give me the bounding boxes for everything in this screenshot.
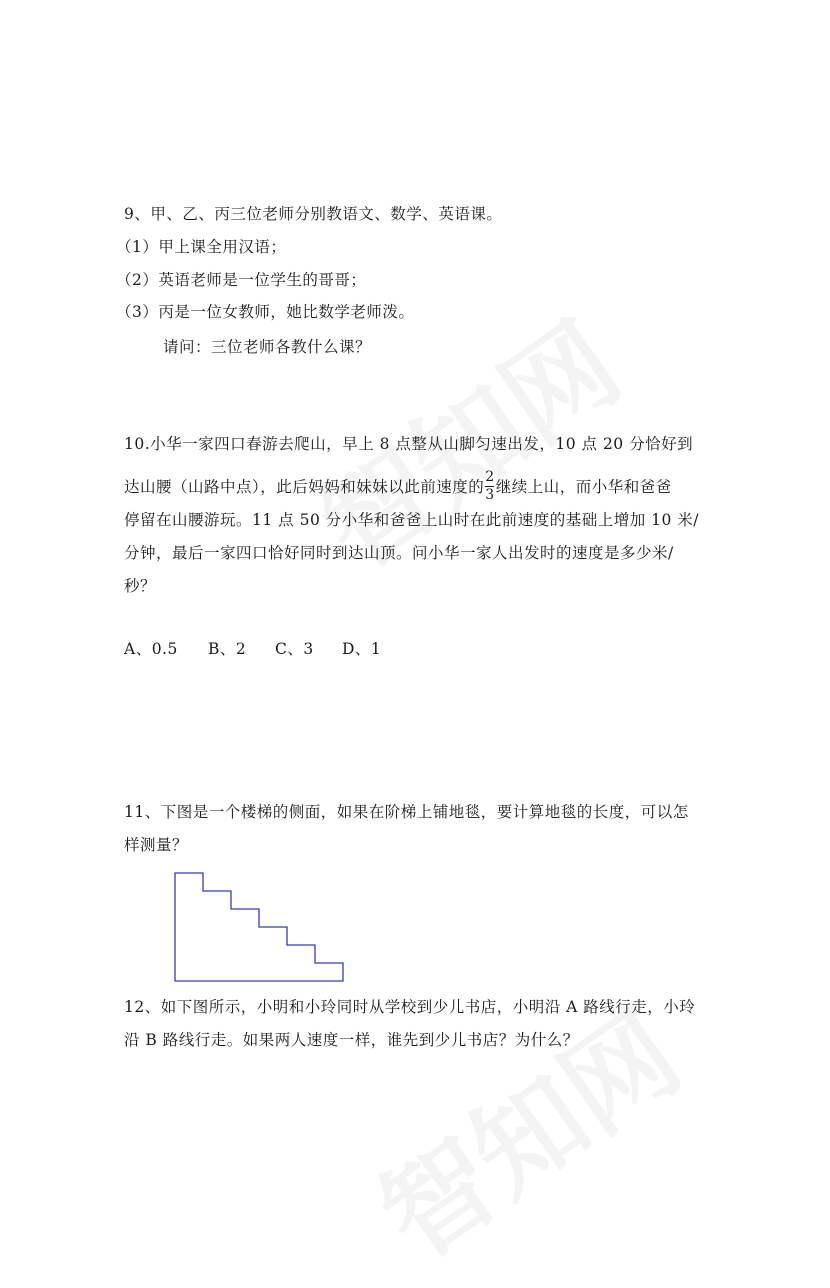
watermark [345, 970, 706, 1288]
fraction-two-thirds [485, 470, 494, 502]
fraction-numerator: 2 [485, 469, 495, 485]
fraction-denominator: 3 [485, 486, 495, 503]
staircase-outline [175, 873, 343, 981]
staircase-figure [172, 870, 346, 984]
q12-line-2: 沿 B 路线行走。如果两人速度一样，谁先到少儿书店？为什么？ [124, 1031, 579, 1049]
q10-line-3: 停留在山腰游玩。11 点 50 分小华和爸爸上山时在此前速度的基础上增加 10 米/ [124, 511, 700, 529]
q10-option-d: D、1 [342, 640, 382, 658]
q11-line-2: 样测量？ [124, 836, 189, 854]
q10-line-5: 秒？ [124, 577, 157, 595]
q10-line-2-after: 继续上山，而小华和爸爸 [495, 478, 672, 497]
q11-line-1: 11、下图是一个楼梯的侧面，如果在阶梯上铺地毯，要计算地毯的长度，可以怎 [124, 803, 689, 821]
q10-line-2 [124, 469, 672, 504]
q10-option-a: A、0.5 [124, 640, 178, 658]
q9-question: 请问：三位老师各教什么课？ [163, 338, 372, 356]
q10-line-4: 分钟，最后一家四口恰好同时到达山顶。问小华一家人出发时的速度是多少米/ [124, 544, 674, 562]
q9-condition-2: （2）英语老师是一位学生的哥哥； [116, 271, 367, 289]
q10-option-c: C、3 [275, 640, 314, 658]
q10-option-b: B、2 [208, 640, 247, 658]
q9-condition-1: （1）甲上课全用汉语； [116, 238, 287, 256]
q12-line-1: 12、如下图所示，小明和小玲同时从学校到少儿书店，小明沿 A 路线行走，小玲 [124, 998, 696, 1016]
q10-line-2-before: 达山腰（山路中点），此后妈妈和妹妹以此前速度的 [124, 478, 485, 497]
q10-line-1: 10.小华一家四口春游去爬山，早上 8 点整从山脚匀速出发，10 点 20 分恰好到 [124, 435, 694, 453]
q9-condition-3: （3）丙是一位女教师，她比数学老师泼。 [116, 303, 415, 321]
q9-title: 9、甲、乙、丙三位老师分别教语文、数学、英语课。 [124, 205, 503, 223]
